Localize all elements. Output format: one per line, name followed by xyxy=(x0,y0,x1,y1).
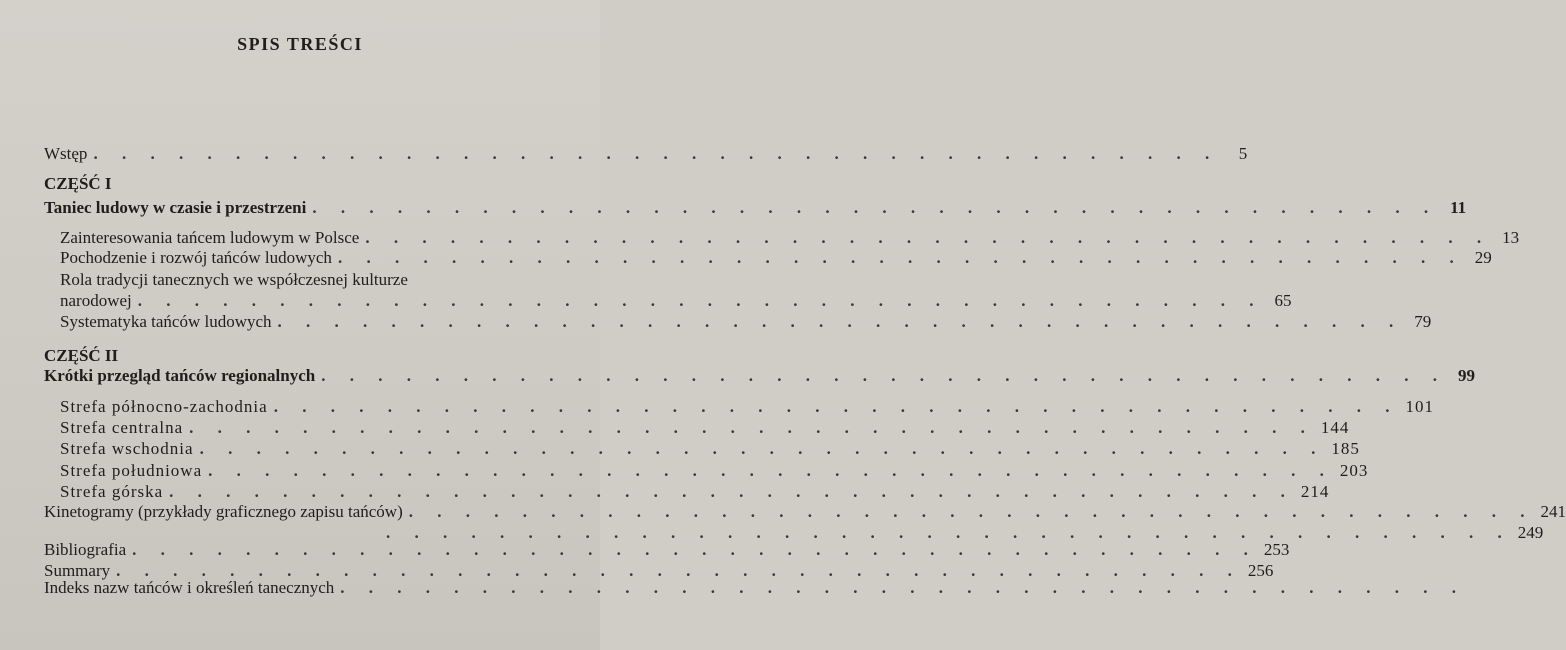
toc-entry-label: Strefa północno-zachodnia xyxy=(60,397,268,416)
toc-entry-page: 185 xyxy=(1331,439,1360,458)
toc-entry-page: 256 xyxy=(1247,561,1274,580)
toc-entry-pochodzenie xyxy=(60,248,1492,268)
leader-dots: . . . . . . . . . . . . . . . . . . . . . . . . . . . . . . . . . . . . . . . . xyxy=(408,502,1535,521)
toc-entry-page: 11 xyxy=(1450,198,1467,217)
toc-entry-gorska xyxy=(60,482,1330,502)
toc-entry-kinetogramy xyxy=(44,502,1566,522)
toc-entry-page: 29 xyxy=(1474,248,1492,267)
toc-entry-page: 203 xyxy=(1339,461,1369,480)
toc-entry-poludniowa xyxy=(60,461,1369,481)
toc-entry-page: 214 xyxy=(1300,482,1330,501)
toc-entry-label: Kinetogramy (przykłady graficznego zapisu tańców) xyxy=(44,502,403,521)
part-heading-1: CZĘŚĆ I xyxy=(44,174,112,193)
leader-dots: . . . . . . . . . . . . . . . . . . . . . . . . . . . . . . . . . . . . . . . . xyxy=(137,291,1264,310)
leader-dots: . . . . . . . . . . . . . . . . . . . . . . . . . . . . . . . . . . . . . . . . xyxy=(93,144,1220,163)
toc-entry-page: 253 xyxy=(1263,540,1290,559)
toc-entry-label: Strefa centralna xyxy=(60,418,184,437)
toc-entry-label: Systematyka tańców ludowych xyxy=(60,312,272,331)
toc-entry-indeks xyxy=(44,578,1467,598)
leader-dots: . . . . . . . . . . . . . . . . . . . . . . . . . . . . . . . . . . . . . . . . xyxy=(277,312,1404,331)
page-title: SPIS TREŚCI xyxy=(237,34,363,54)
toc-entry-label: Taniec ludowy w czasie i przestrzeni xyxy=(44,198,307,217)
toc-entry-label: Krótki przegląd tańców regionalnych xyxy=(44,366,316,385)
leader-dots: . . . . . . . . . . . . . . . . . . . . . . . . . . . . . . . . . . . . . . . . xyxy=(340,578,1467,597)
toc-entry-label: narodowej xyxy=(60,291,132,310)
toc-entry-page: 249 xyxy=(1517,523,1544,542)
leader-dots: . . . . . . . . . . . . . . . . . . . . . . . . . . . . . . . . . . . . . . . . xyxy=(199,439,1326,458)
toc-entry-bibliografia xyxy=(44,540,1290,560)
toc-entry-page: 101 xyxy=(1405,397,1434,416)
toc-entry-page: 5 xyxy=(1238,144,1248,163)
toc-entry-label: Zainteresowania tańcem ludowym w Polsce xyxy=(60,228,360,247)
toc-entry-label: Strefa wschodnia xyxy=(60,439,194,458)
toc-entry-label: Summary xyxy=(44,561,111,580)
toc-entry-page: 144 xyxy=(1320,418,1350,437)
toc-entry-taniec xyxy=(44,198,1467,218)
part-heading-2: CZĘŚĆ II xyxy=(44,346,119,365)
toc-entry-label: Indeks nazw tańców i określeń tanecznych xyxy=(44,578,335,597)
toc-entry-wstep xyxy=(44,144,1248,164)
leader-dots: . . . . . . . . . . . . . . . . . . . . . . . . . . . . . . . . . . . . . . . . xyxy=(365,228,1492,247)
toc-entry-centralna xyxy=(60,418,1350,438)
leader-dots: . . . . . . . . . . . . . . . . . . . . . . . . . . . . . . . . . . . . . . . . xyxy=(169,482,1295,501)
toc-entry-page: 79 xyxy=(1414,312,1432,331)
toc-entry-label: Strefa południowa xyxy=(60,461,203,480)
leader-dots: . . . . . . . . . . . . . . . . . . . . . . . . . . . . . . . . . . . . . . . . xyxy=(273,397,1400,416)
leader-dots: . . . . . . . . . . . . . . . . . . . . . . . . . . . . . . . . . . . . . . . . xyxy=(189,418,1315,437)
toc-entry-page: 99 xyxy=(1457,366,1475,385)
toc-entry-label: Bibliografia xyxy=(44,540,127,559)
toc-entry-wschodnia xyxy=(60,439,1360,459)
leader-dots: . . . . . . . . . . . . . . . . . . . . . . . . . . . . . . . . . . . . . . . . xyxy=(312,198,1439,217)
toc-entry-page: 241 xyxy=(1540,502,1566,521)
leader-dots: . . . . . . . . . . . . . . . . . . . . . . . . . . . . . . . . . . . . . . . . xyxy=(208,461,1334,480)
leader-dots: . . . . . . . . . . . . . . . . . . . . . . . . . . . . . . . . . . . . . . . . xyxy=(132,540,1258,559)
toc-entry-label: Strefa górska xyxy=(60,482,164,501)
leader-dots: . . . . . . . . . . . . . . . . . . . . . . . . . . . . . . . . . . . . . . . . xyxy=(116,561,1242,580)
toc-entry-label: Wstęp xyxy=(44,144,88,163)
toc-entry-page: 65 xyxy=(1274,291,1292,310)
toc-entry-rola-line1: Rola tradycji tanecznych we współczesnej kulturze xyxy=(60,270,408,289)
toc-entry-systematyka xyxy=(60,312,1432,332)
toc-entry-label: Pochodzenie i rozwój tańców ludowych xyxy=(60,248,332,267)
toc-entry-zainteresowania xyxy=(60,228,1520,248)
toc-entry-przeglad xyxy=(44,366,1475,386)
leader-dots: . . . . . . . . . . . . . . . . . . . . . . . . . . . . . . . . . . . . . . . . xyxy=(386,523,1512,542)
toc-entry-page: 13 xyxy=(1502,228,1520,247)
leader-dots: . . . . . . . . . . . . . . . . . . . . . . . . . . . . . . . . . . . . . . . . xyxy=(337,248,1464,267)
leader-dots: . . . . . . . . . . . . . . . . . . . . . . . . . . . . . . . . . . . . . . . . xyxy=(321,366,1447,385)
toc-entry-pn-zach xyxy=(60,397,1434,417)
toc-entry-rola xyxy=(60,291,1292,311)
